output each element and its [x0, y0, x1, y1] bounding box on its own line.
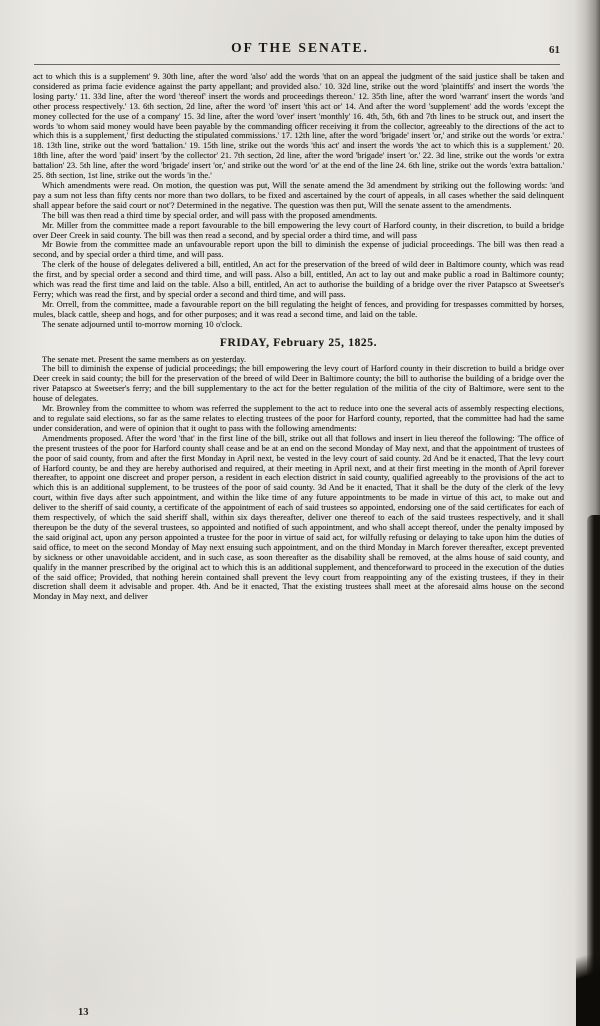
paragraph: act to which this is a supplement' 9. 30th line, after the word 'also' add the words 'that on an appeal the judgment of the said justice shall be taken and considered as prima facie evidence against the party appellant; and provided also.' 10. 32d line, strike out the word 'plaintiffs' and insert the words 'the losing party.' 11. 33d line, after the word 'thereof' insert the words and proceedings thereon.' 12. 35th line, after the word 'warrant' insert the words 'and other process respectively.' 13. 6th section, 2d line, after the word 'of' insert 'this act or' 14. And after the word 'supplement' add the words 'except the money collected for the use of a company' 15. 3d line, after the word 'over' insert 'monthly' 16. 4th, 5th, 6th and 7th lines to be struck out, and insert the words 'to whom said money would have been payable by the commanding officer receiving it from the collector, agreeably to the directions of the act to which this is a supplement,' first deducting the stipulated commissions.' 17. 12th line, after the word 'brigade' insert 'or,' and strike out the words 'or extra.' 18. 13th line, strike out the word 'battalion.' 19. 15th line, strike out the words 'this act' and insert the words 'the act to which this is a supplement.' 20. 18th line, after the word 'paid' insert 'by the collector' 21. 7th section, 2d line, after the word 'brigade' insert 'or.' 22. 3d line, strike out the words 'or extra battalion' 23. 5th line, after the word 'brigade' insert 'or,' and strike out the word 'or' at the end of the line 24. 6th line, strike out the words 'extra battalion.' 25. 8th section, 1st line, strike out the words 'in the.' — [33, 71, 564, 181]
page-header — [0, 40, 600, 62]
running-title: OF THE SENATE. — [231, 40, 369, 55]
binding-shadow — [574, 0, 600, 1026]
binding-bar — [587, 515, 600, 1026]
paragraph: The bill to diminish the expense of judicial proceedings; the bill empowering the levy court of Harford county in their discretion to build a bridge over Deer creek in said county; the bill for the preservation of the breed of wild Deer in Baltimore county; the bill to authorise the building of a bridge over the river Patapsco at Sweetser's ferry; and the bill supplementary to the act for the better regulation of the militia of the city of Baltimore, were sent to the house of delegates. — [33, 363, 564, 404]
paragraph: The senate met. Present the same members as on yesterday. — [42, 353, 246, 364]
paragraph: Mr. Brownley from the committee to whom was referred the supplement to the act to reduce into one the several acts of assembly respecting elections, and to regulate said elections, so far as the same relates to electing trustees of the poor for Harford county, reported, that the committee had had the same under consideration, and were of opinion that it ought to pass with the following amendments: — [33, 403, 564, 433]
signature-mark: 13 — [78, 1007, 89, 1018]
paragraph: Mr. Miller from the committee made a report favourable to the bill empowering the levy court of Harford county, in their discretion, to build a bridge over Deer Creek in said county. The bill was then read a second, and by special order a third time, and will pass — [33, 219, 564, 240]
paragraph: Which amendments were read. On motion, the question was put, Will the senate amend the 3d amendment by striking out the following words: 'and pay a sum not less than fifty cents nor more than two dollars, to be fixed and ascertained by the court of appeals, in all cases whether the said delinquent shall appear before the said court or not'? Determined in the negative. The question was then put, Will the senate assent to the amendments. — [33, 179, 564, 210]
paragraph: The clerk of the house of delegates delivered a bill, entitled, An act for the preservation of the breed of wild deer in Baltimore county, which was read the first, and by special order a second and third time, and will pass. Also a bill, entitled, An act to lay out and make public a road in Baltimore county; which was read the first time and laid on the table. Also a bill, entitled, An act to authorise the building of a bridge over the river Patapsco at Sweetser's Ferry; which was read the first, and by special order a second and third time, and will pass. — [33, 259, 564, 299]
page-number: 61 — [549, 44, 560, 56]
date-heading: FRIDAY, February 25, 1825. — [219, 336, 378, 349]
paragraph: Mr Bowie from the committee made an unfavourable report upon the bill to diminish the expense of judicial proceedings. The bill was then read a second, and by special order a third time, and will pass. — [33, 239, 564, 260]
binding-corner — [576, 936, 600, 1026]
page-body — [33, 72, 564, 602]
paragraph: Amendments proposed. After the word 'that' in the first line of the bill, strike out all that follows and insert in lieu thereof the following: 'The office of the present trustees of the poor for Harford county shall cease and be at an end on the second Monday of May next, and that the appointment of trustees of the poor of said county, from and after the first Monday in April next, be vested in the levy court of said county. 2d And be it enacted, That the levy court of Harford county, be and they are hereby authorised and required, at their meeting in April next, and at their first meeting in the month of April forever thereafter, to appoint one discreet and proper person, a resident in each election district in said county, qualified agreeably to the provisions of the act to which this is an additional supplement, to be trustees of the poor of said county. 3d And be it enacted, That it shall be the duty of the clerk of the levy court, within five days after such appointment, and within the like time of any future appointments to be made in virtue of this act, to make out and deliver to the sheriff of said county, a certificate of the appointment of each of said trustees so appointed, endorsing one of the said certificates for each of them respectively, of which the said sheriff shall, within six days thereafter, deliver one thereof to each of the said trustees respectively, and it shall thereupon be the duty of the several trustees, so appointed and notified of such appointment, and who shall accept thereof, under the penalty imposed by the said original act, upon any person appointed a trustee for the poor in virtue of said act, for wilfully refusing or delaying to take upon him the duties of said office, to meet on the second Monday of May next ensuing such appointment, and on the third Monday in March forever thereafter, except prevented by sickness or other unavoidable accident, and in such case, as soon thereafter as the disability shall be removed, at the alms house of said county, and qualify in the manner prescribed by the original act to which this is an additional supplement, and thenceforward to proceed in the execution of the duties of the said office; Provided, that nothing herein contained shall prevent the levy court from reappointing any of the existing trustees, if they in their discretion shall deem it advisable and proper. 4th. And be it enacted, That the existing trustees shall meet at the aforesaid alms house on the second Monday in May next, and deliver — [33, 432, 564, 602]
paragraph: Mr. Orrell, from the committee, made a favourable report on the bill regulating the height of fences, and providing for trespasses committed by horses, mules, black cattle, sheep and hogs, and for other purposes; and it was read a second time, and laid on the table. — [33, 298, 564, 319]
paragraph: The bill was then read a third time by special order, and will pass with the proposed amendments. — [42, 209, 378, 220]
paragraph: The senate adjourned until to-morrow morning 10 o'clock. — [42, 318, 243, 329]
header-rule — [34, 64, 560, 65]
